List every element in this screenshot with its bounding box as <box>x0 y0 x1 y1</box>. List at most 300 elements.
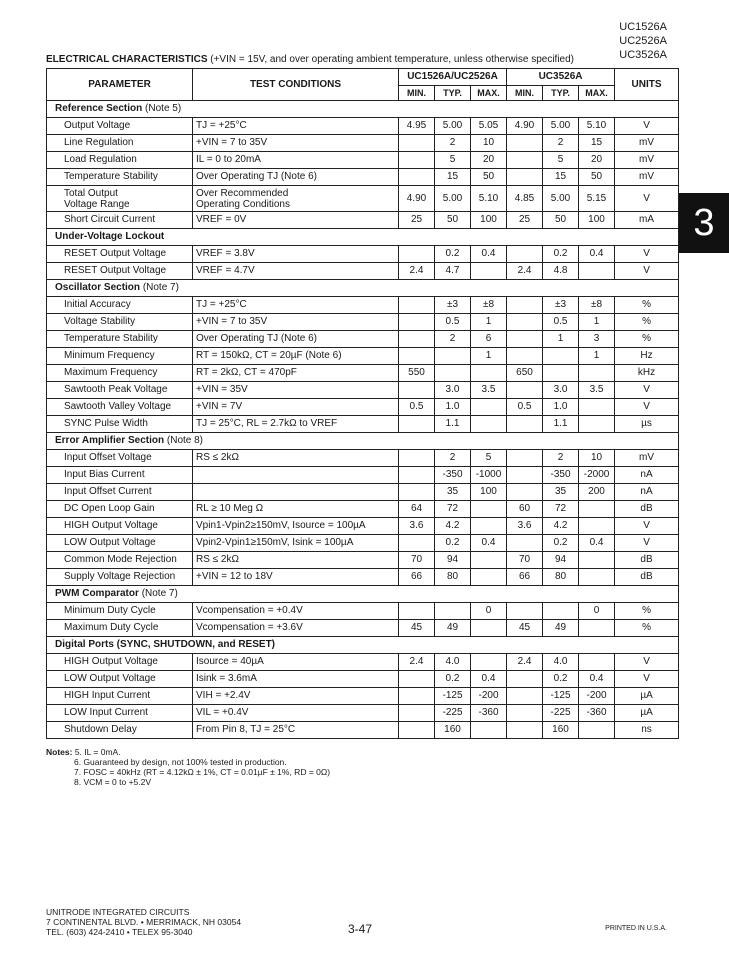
max-value: 100 <box>579 212 615 229</box>
test-conditions-cell <box>193 212 399 229</box>
units-cell: V <box>615 671 679 688</box>
units-cell: mV <box>615 152 679 169</box>
typ-value: 0.2 <box>435 535 471 552</box>
typ-value <box>543 603 579 620</box>
test-conditions-cell <box>193 620 399 637</box>
min-value: 3.6 <box>399 518 435 535</box>
min-value <box>399 688 435 705</box>
test-condition: VREF = 3.8V <box>196 248 255 259</box>
parameter-name: Input Offset Voltage <box>64 452 152 463</box>
parameter-name: Supply Voltage Rejection <box>64 571 176 582</box>
parameter-cell <box>47 365 193 382</box>
typ-value: -125 <box>543 688 579 705</box>
section-row <box>47 433 679 450</box>
section-title: Under-Voltage Lockout <box>55 231 165 242</box>
parameter-name: HIGH Output Voltage <box>64 656 158 667</box>
typ-value: 0.2 <box>543 246 579 263</box>
section-row <box>47 101 679 118</box>
table-row <box>47 705 679 722</box>
test-conditions-cell <box>193 263 399 280</box>
min-value <box>507 535 543 552</box>
parameter-cell <box>47 518 193 535</box>
test-conditions-cell <box>193 382 399 399</box>
typ-value: 49 <box>435 620 471 637</box>
table-row <box>47 365 679 382</box>
units-cell: dB <box>615 552 679 569</box>
typ-value: 0.2 <box>543 671 579 688</box>
parameter-cell <box>47 688 193 705</box>
units-cell: Hz <box>615 348 679 365</box>
min-value <box>507 722 543 739</box>
parameter-name: Total Output <box>64 187 118 199</box>
table-row <box>47 484 679 501</box>
max-value: 50 <box>471 169 507 186</box>
parameter-name: RESET Output Voltage <box>64 265 167 276</box>
table-row <box>47 246 679 263</box>
typ-value: 5 <box>543 152 579 169</box>
test-conditions-cell <box>193 552 399 569</box>
min-value <box>507 467 543 484</box>
electrical-characteristics-table <box>46 68 679 739</box>
typ-value: 35 <box>435 484 471 501</box>
max-value: 0.4 <box>579 246 615 263</box>
typ-value: 5.00 <box>543 118 579 135</box>
parameter-name: Line Regulation <box>64 137 134 148</box>
table-row <box>47 501 679 518</box>
parameter-name: HIGH Output Voltage <box>64 520 158 531</box>
max-value: 0.4 <box>471 671 507 688</box>
min-value <box>399 297 435 314</box>
test-conditions-cell <box>193 118 399 135</box>
parameter-cell <box>47 705 193 722</box>
column-header-max: MAX. <box>471 86 507 101</box>
min-value <box>399 169 435 186</box>
typ-value: 4.0 <box>543 654 579 671</box>
min-value <box>507 348 543 365</box>
parameter-name: Shutdown Delay <box>64 724 137 735</box>
test-conditions-cell <box>193 535 399 552</box>
min-value <box>399 467 435 484</box>
max-value: 5.10 <box>471 186 507 212</box>
typ-value: 0.2 <box>435 246 471 263</box>
units-cell: V <box>615 382 679 399</box>
max-value <box>471 263 507 280</box>
parameter-cell <box>47 416 193 433</box>
typ-value: 50 <box>543 212 579 229</box>
part-number: UC2526A <box>619 35 667 47</box>
table-row <box>47 263 679 280</box>
section-row <box>47 586 679 603</box>
test-condition: Over Operating TJ (Note 6) <box>196 333 317 344</box>
test-condition: Isource = 40µA <box>196 656 264 667</box>
typ-value: 5 <box>435 152 471 169</box>
min-value <box>507 169 543 186</box>
typ-value: 160 <box>543 722 579 739</box>
test-conditions-cell <box>193 569 399 586</box>
units-cell: kHz <box>615 365 679 382</box>
table-row <box>47 297 679 314</box>
parameter-cell <box>47 382 193 399</box>
max-value: ±8 <box>471 297 507 314</box>
units-cell: mA <box>615 212 679 229</box>
min-value: 45 <box>507 620 543 637</box>
table-row <box>47 416 679 433</box>
table-row <box>47 331 679 348</box>
max-value <box>471 552 507 569</box>
max-value: -360 <box>579 705 615 722</box>
min-value <box>507 603 543 620</box>
company-line: TEL. (603) 424-2410 • TELEX 95-3040 <box>46 927 193 937</box>
test-condition: TJ = 25°C, RL = 2.7kΩ to VREF <box>196 418 338 429</box>
min-value: 66 <box>399 569 435 586</box>
min-value: 650 <box>507 365 543 382</box>
parameter-name: Output Voltage <box>64 120 131 131</box>
max-value: 0.4 <box>579 535 615 552</box>
test-condition: RT = 150kΩ, CT = 20µF (Note 6) <box>196 350 342 361</box>
test-conditions-cell <box>193 484 399 501</box>
typ-value: ±3 <box>543 297 579 314</box>
test-condition: +VIN = 7V <box>196 401 243 412</box>
company-address <box>46 907 241 937</box>
test-condition: Vcompensation = +3.6V <box>196 622 303 633</box>
max-value <box>471 399 507 416</box>
min-value: 2.4 <box>507 654 543 671</box>
units-cell: V <box>615 118 679 135</box>
test-condition: +VIN = 35V <box>196 384 248 395</box>
units-cell: V <box>615 186 679 212</box>
typ-value: -225 <box>543 705 579 722</box>
parameter-cell <box>47 484 193 501</box>
typ-value: 4.2 <box>543 518 579 535</box>
min-value <box>507 135 543 152</box>
min-value: 64 <box>399 501 435 518</box>
typ-value: 0.5 <box>435 314 471 331</box>
test-condition: +VIN = 7 to 35V <box>196 137 268 148</box>
parameter-cell <box>47 186 193 212</box>
test-conditions-cell <box>193 186 399 212</box>
max-value: 1 <box>471 314 507 331</box>
units-cell: % <box>615 331 679 348</box>
parameter-name: LOW Input Current <box>64 707 148 718</box>
section-note: (Note 7) <box>142 282 179 293</box>
test-condition: +VIN = 7 to 35V <box>196 316 268 327</box>
column-header-max: MAX. <box>579 86 615 101</box>
test-conditions-cell <box>193 501 399 518</box>
max-value: 5.05 <box>471 118 507 135</box>
max-value: 0.4 <box>471 246 507 263</box>
test-condition: Vcompensation = +0.4V <box>196 605 303 616</box>
typ-value: 3.0 <box>435 382 471 399</box>
max-value: 100 <box>471 212 507 229</box>
test-condition: VIL = +0.4V <box>196 707 249 718</box>
typ-value: 2 <box>435 331 471 348</box>
max-value: 1 <box>579 314 615 331</box>
section-note: (Note 5) <box>145 103 182 114</box>
typ-value: 5.00 <box>435 186 471 212</box>
units-cell: V <box>615 654 679 671</box>
units-cell: dB <box>615 501 679 518</box>
section-heading-cell <box>47 229 679 246</box>
test-conditions-cell <box>193 705 399 722</box>
typ-value: -125 <box>435 688 471 705</box>
min-value <box>399 246 435 263</box>
min-value <box>507 246 543 263</box>
parameter-cell <box>47 135 193 152</box>
parameter-name: LOW Output Voltage <box>64 537 156 548</box>
units-cell: V <box>615 518 679 535</box>
max-value <box>579 722 615 739</box>
typ-value: 4.0 <box>435 654 471 671</box>
column-header-min: MIN. <box>507 86 543 101</box>
typ-value: -225 <box>435 705 471 722</box>
test-conditions-cell <box>193 365 399 382</box>
max-value: 3 <box>579 331 615 348</box>
test-conditions-cell <box>193 722 399 739</box>
typ-value: ±3 <box>435 297 471 314</box>
parameter-name: SYNC Pulse Width <box>64 418 148 429</box>
parameter-cell <box>47 152 193 169</box>
min-value: 550 <box>399 365 435 382</box>
notes <box>46 747 330 787</box>
min-value: 0.5 <box>399 399 435 416</box>
section-heading-cell <box>47 101 679 118</box>
max-value: 0 <box>471 603 507 620</box>
max-value <box>471 620 507 637</box>
units-cell: V <box>615 399 679 416</box>
min-value: 66 <box>507 569 543 586</box>
min-value <box>507 152 543 169</box>
section-row <box>47 229 679 246</box>
min-value <box>399 135 435 152</box>
test-condition: VIH = +2.4V <box>196 690 251 701</box>
test-condition: IL = 0 to 20mA <box>196 154 261 165</box>
parameter-cell <box>47 501 193 518</box>
section-title: Oscillator Section <box>55 282 141 293</box>
parameter-name: Load Regulation <box>64 154 137 165</box>
parameter-name: Sawtooth Peak Voltage <box>64 384 168 395</box>
parameter-cell <box>47 467 193 484</box>
typ-value: 35 <box>543 484 579 501</box>
min-value <box>399 331 435 348</box>
typ-value: -350 <box>435 467 471 484</box>
parameter-cell <box>47 450 193 467</box>
table-row <box>47 620 679 637</box>
parameter-cell <box>47 314 193 331</box>
parameter-cell <box>47 331 193 348</box>
chapter-tab: 3 <box>679 193 729 253</box>
typ-value: 1.1 <box>435 416 471 433</box>
column-header-min: MIN. <box>399 86 435 101</box>
column-header-test-conditions: TEST CONDITIONS <box>193 69 399 101</box>
column-group-uc3526a: UC3526A <box>507 69 615 86</box>
typ-value: 94 <box>435 552 471 569</box>
test-conditions-cell <box>193 314 399 331</box>
typ-value <box>435 365 471 382</box>
table-row <box>47 688 679 705</box>
units-cell: mV <box>615 450 679 467</box>
table-row <box>47 518 679 535</box>
test-condition: VREF = 0V <box>196 214 247 225</box>
units-cell: µA <box>615 705 679 722</box>
table-row <box>47 450 679 467</box>
parameter-name: LOW Output Voltage <box>64 673 156 684</box>
parameter-name: HIGH Input Current <box>64 690 151 701</box>
min-value <box>507 297 543 314</box>
note-item: 8. VCM = 0 to +5.2V <box>74 777 152 787</box>
test-conditions-cell <box>193 654 399 671</box>
parameter-cell <box>47 263 193 280</box>
typ-value: 15 <box>435 169 471 186</box>
parameter-name: Initial Accuracy <box>64 299 131 310</box>
parameter-cell <box>47 297 193 314</box>
max-value: 0.4 <box>579 671 615 688</box>
section-title: Reference Section <box>55 103 143 114</box>
max-value: 50 <box>579 169 615 186</box>
typ-value: 0.2 <box>435 671 471 688</box>
parameter-name: RESET Output Voltage <box>64 248 167 259</box>
parameter-name-line2: Voltage Range <box>64 198 130 210</box>
column-header-typ: TYP. <box>543 86 579 101</box>
typ-value: 5.00 <box>435 118 471 135</box>
min-value <box>399 671 435 688</box>
min-value <box>399 603 435 620</box>
column-header-typ: TYP. <box>435 86 471 101</box>
min-value: 25 <box>507 212 543 229</box>
units-cell: nA <box>615 467 679 484</box>
max-value: 10 <box>471 135 507 152</box>
min-value <box>399 722 435 739</box>
section-heading <box>46 54 666 65</box>
max-value <box>579 552 615 569</box>
typ-value: 2 <box>543 450 579 467</box>
table-row <box>47 135 679 152</box>
min-value <box>507 484 543 501</box>
max-value: -360 <box>471 705 507 722</box>
max-value: -200 <box>579 688 615 705</box>
typ-value: 0.5 <box>543 314 579 331</box>
test-condition: TJ = +25°C <box>196 120 247 131</box>
typ-value: 1.0 <box>435 399 471 416</box>
company-line: 7 CONTINENTAL BLVD. • MERRIMACK, NH 03054 <box>46 917 242 927</box>
test-condition: RS ≤ 2kΩ <box>196 452 239 463</box>
min-value: 60 <box>507 501 543 518</box>
max-value: 1 <box>471 348 507 365</box>
test-conditions-cell <box>193 688 399 705</box>
parameter-cell <box>47 169 193 186</box>
typ-value: -350 <box>543 467 579 484</box>
test-condition: RT = 2kΩ, CT = 470pF <box>196 367 297 378</box>
typ-value: 2 <box>435 135 471 152</box>
typ-value: 72 <box>435 501 471 518</box>
parameter-name: Minimum Frequency <box>64 350 155 361</box>
parameter-cell <box>47 603 193 620</box>
section-heading-cell <box>47 280 679 297</box>
typ-value: 4.2 <box>435 518 471 535</box>
units-cell: V <box>615 263 679 280</box>
table-row <box>47 152 679 169</box>
max-value <box>579 263 615 280</box>
max-value <box>471 722 507 739</box>
typ-value: 3.0 <box>543 382 579 399</box>
min-value <box>399 450 435 467</box>
test-conditions-cell <box>193 450 399 467</box>
parameter-cell <box>47 722 193 739</box>
units-cell: nA <box>615 484 679 501</box>
test-condition: Vpin1-Vpin2≥150mV, Isource = 100µA <box>196 520 366 531</box>
parameter-name: Input Bias Current <box>64 469 145 480</box>
min-value <box>399 535 435 552</box>
typ-value: 1.1 <box>543 416 579 433</box>
parameter-name: Input Offset Current <box>64 486 152 497</box>
min-value: 4.90 <box>399 186 435 212</box>
max-value: 10 <box>579 450 615 467</box>
table-body <box>47 101 679 739</box>
max-value <box>579 416 615 433</box>
max-value: 6 <box>471 331 507 348</box>
units-cell: % <box>615 620 679 637</box>
min-value <box>399 484 435 501</box>
typ-value: 2 <box>543 135 579 152</box>
min-value: 2.4 <box>399 263 435 280</box>
typ-value: 1.0 <box>543 399 579 416</box>
test-conditions-cell <box>193 671 399 688</box>
typ-value: 0.2 <box>543 535 579 552</box>
table-row <box>47 348 679 365</box>
section-note: (Note 7) <box>141 588 178 599</box>
max-value <box>471 569 507 586</box>
parameter-cell <box>47 246 193 263</box>
section-title: PWM Comparator <box>55 588 139 599</box>
heading-conditions: (+VIN = 15V, and over operating ambient temperature, unless otherwise specified) <box>210 54 574 65</box>
table-row <box>47 603 679 620</box>
test-condition: +VIN = 12 to 18V <box>196 571 273 582</box>
max-value: 100 <box>471 484 507 501</box>
typ-value: 4.7 <box>435 263 471 280</box>
test-condition: RL ≥ 10 Meg Ω <box>196 503 264 514</box>
min-value <box>507 450 543 467</box>
part-number: UC3526A <box>619 49 667 61</box>
min-value <box>399 314 435 331</box>
max-value <box>471 365 507 382</box>
column-header-units: UNITS <box>615 69 679 101</box>
max-value: -2000 <box>579 467 615 484</box>
table-row <box>47 169 679 186</box>
min-value: 2.4 <box>399 654 435 671</box>
test-conditions-cell <box>193 518 399 535</box>
units-cell: µA <box>615 688 679 705</box>
test-conditions-cell <box>193 246 399 263</box>
min-value <box>399 152 435 169</box>
typ-value: 4.8 <box>543 263 579 280</box>
parameter-cell <box>47 569 193 586</box>
test-condition: RS ≤ 2kΩ <box>196 554 239 565</box>
test-conditions-cell <box>193 135 399 152</box>
min-value: 3.6 <box>507 518 543 535</box>
test-conditions-cell <box>193 467 399 484</box>
parameter-name: Common Mode Rejection <box>64 554 177 565</box>
min-value <box>507 314 543 331</box>
test-condition: From Pin 8, TJ = 25°C <box>196 724 296 735</box>
page-title: ELECTRICAL CHARACTERISTICS <box>46 54 208 65</box>
table-row <box>47 382 679 399</box>
max-value: 5.10 <box>579 118 615 135</box>
test-condition-line2: Operating Conditions <box>196 198 290 210</box>
units-cell: % <box>615 297 679 314</box>
min-value <box>399 382 435 399</box>
units-cell: % <box>615 314 679 331</box>
max-value: 5 <box>471 450 507 467</box>
units-cell: mV <box>615 169 679 186</box>
